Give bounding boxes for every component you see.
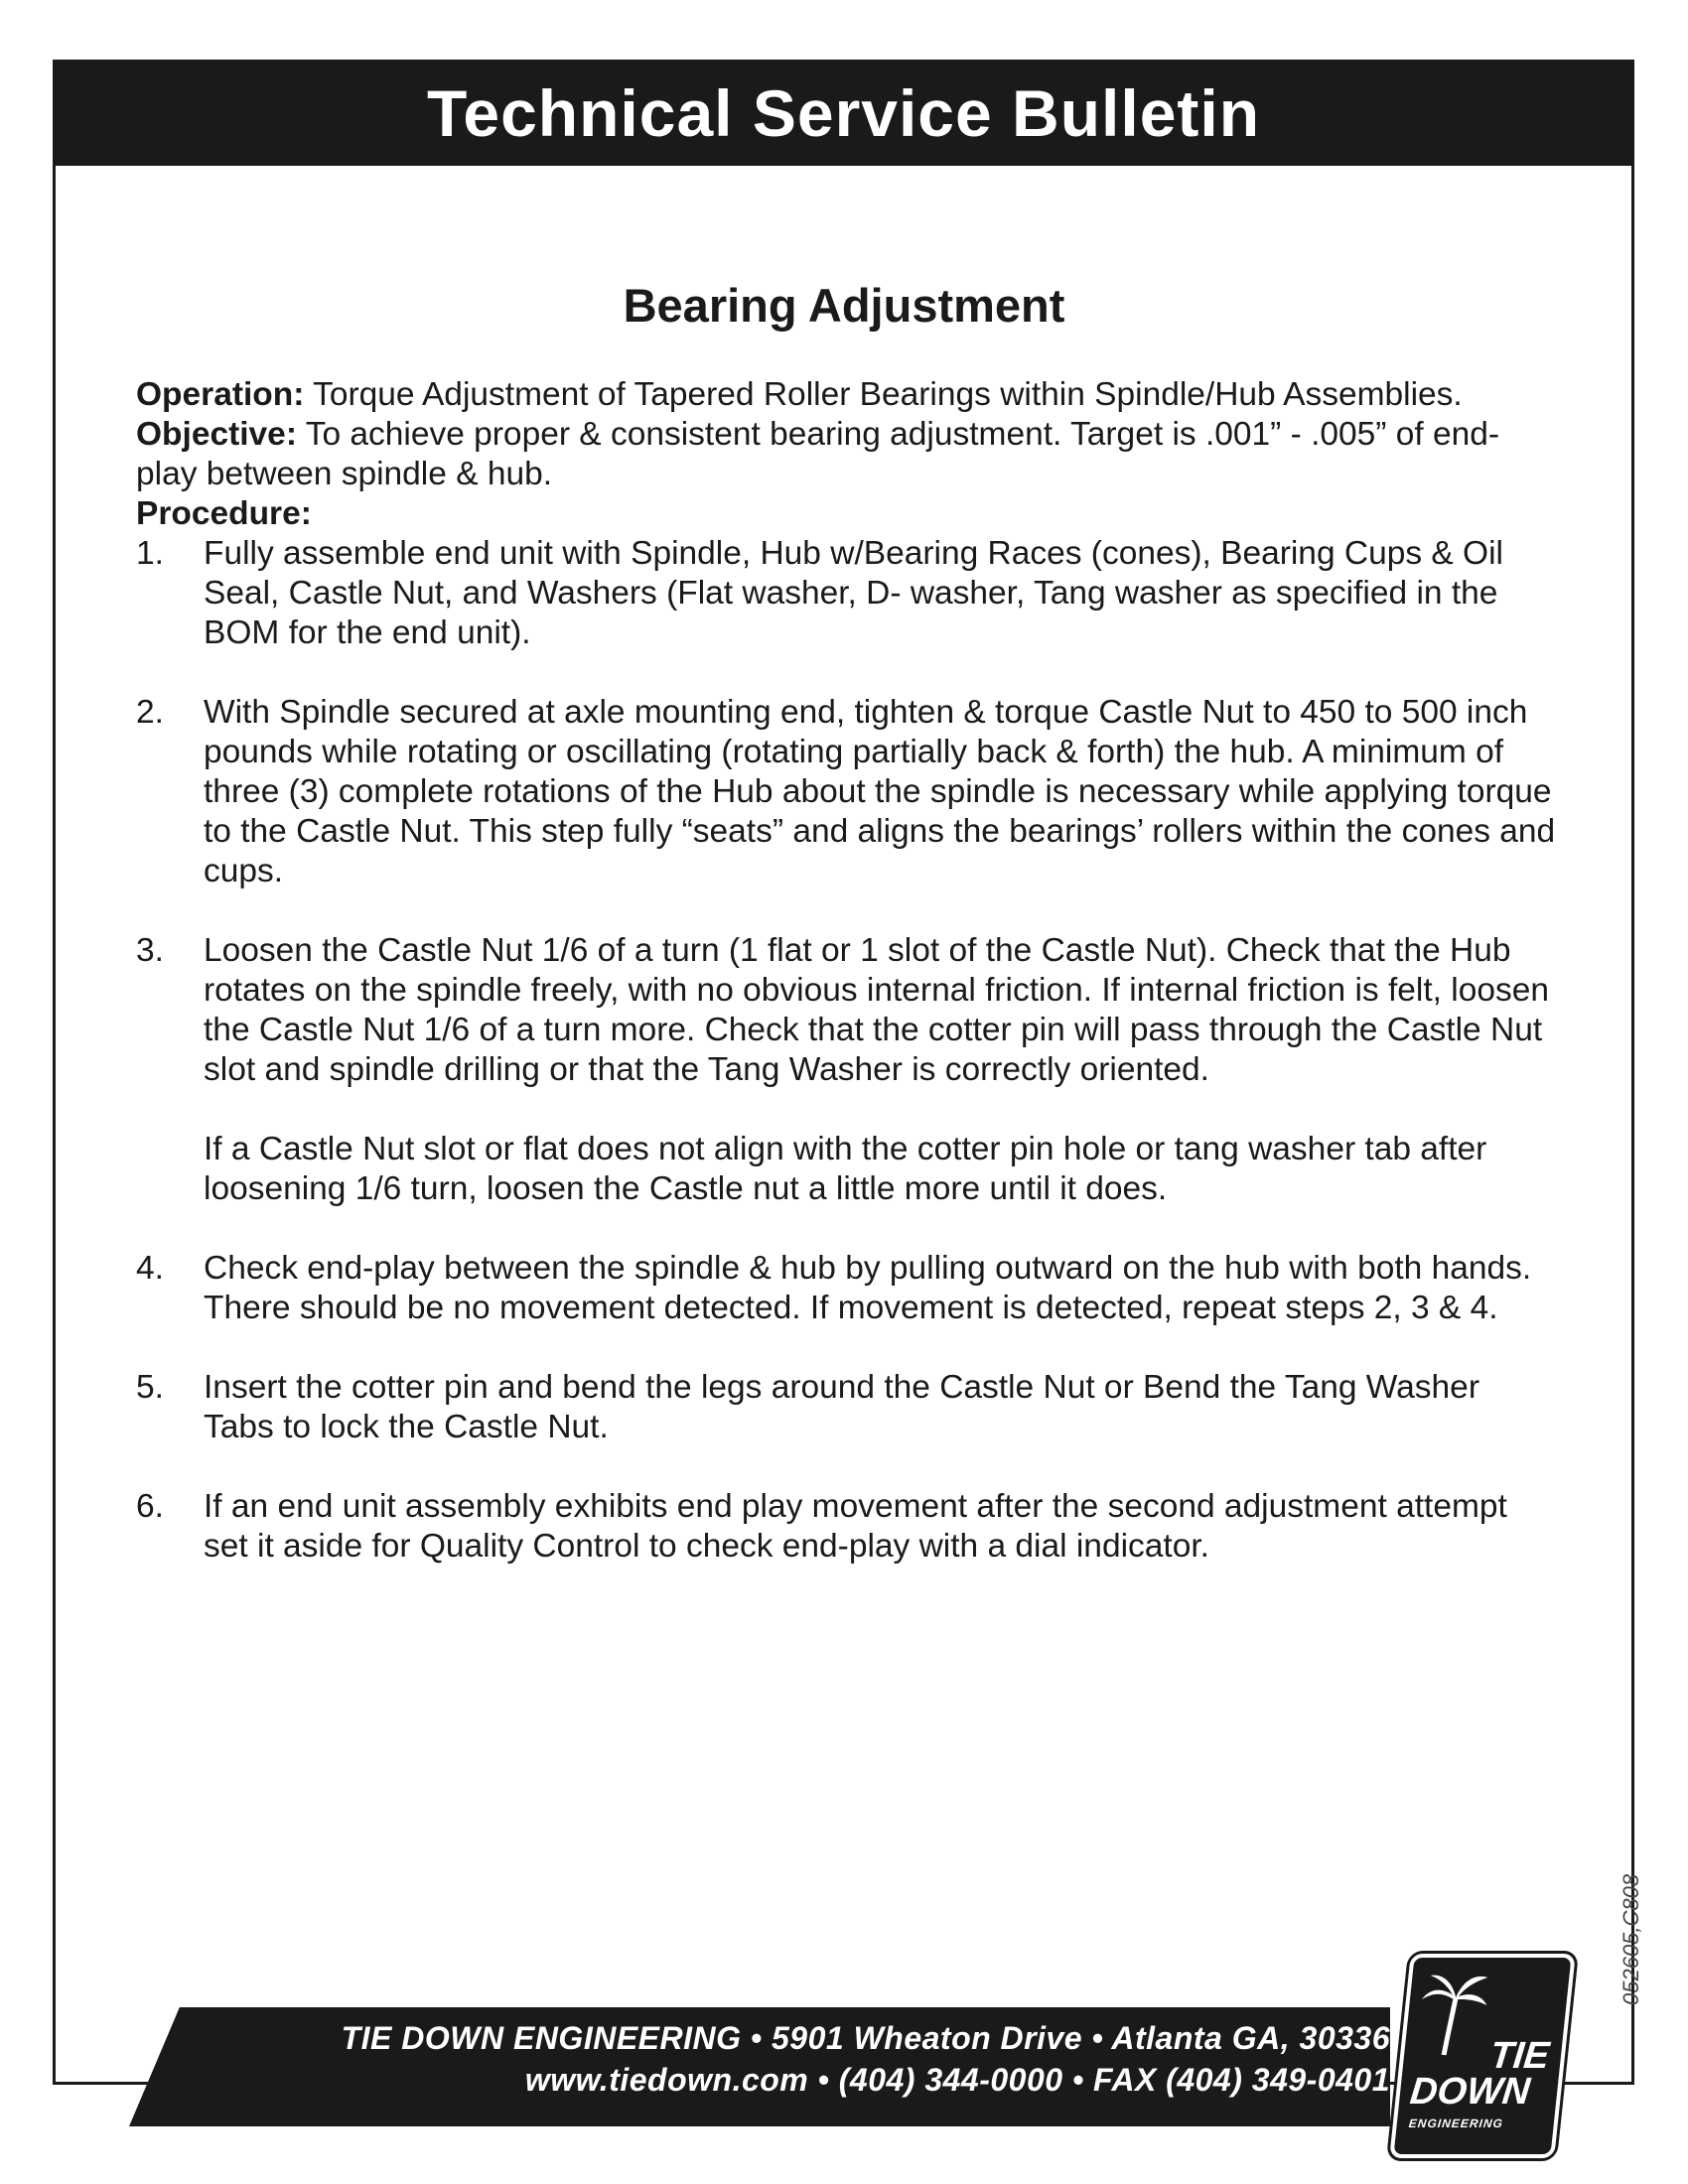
document-title: Bearing Adjustment xyxy=(623,279,1065,332)
procedure-step xyxy=(136,693,1556,891)
operation-text: Torque Adjustment of Tapered Roller Bearings within Spindle/Hub Assemblies. xyxy=(313,376,1463,413)
operation-label: Operation: xyxy=(136,376,305,413)
bulletin-title: Technical Service Bulletin xyxy=(426,75,1261,150)
procedure-step xyxy=(136,534,1556,653)
step-text: If an end unit assembly exhibits end play movement after the second adjustment attempt set it aside for Quality Control to check end-play with a dial indicator. xyxy=(204,1488,1507,1565)
procedure-heading: Procedure: xyxy=(136,495,312,532)
step-text: Check end-play between the spindle & hub by pulling outward on the hub with both hands. There should be no movement detected. If movement is detected, repeat steps 2, 3 & 4. xyxy=(204,1250,1532,1326)
palm-tree-icon xyxy=(1414,1968,1492,2057)
bulletin-body xyxy=(136,375,1556,1606)
step-text: Loosen the Castle Nut 1/6 of a turn (1 flat or 1 slot of the Castle Nut). Check that the Hub rotates on the spindle freely, with no obvious internal friction. If internal friction is felt, loosen the Castle Nut 1/6 of a turn more. Check that the cotter pin will pass through the Castle Nut slot and spindle drilling or that the Tang Washer is correctly oriented. xyxy=(204,932,1549,1088)
step-number: 3. xyxy=(136,932,164,969)
logo-word-engineering: ENGINEERING xyxy=(1408,2116,1504,2130)
procedure-step xyxy=(136,1487,1556,1567)
step-text: Fully assemble end unit with Spindle, Hub w/Bearing Races (cones), Bearing Cups & Oil Seal, Castle Nut, and Washers (Flat washer, D- washer, Tang washer as specified in the BOM for the end unit). xyxy=(204,535,1503,651)
objective-label: Objective: xyxy=(136,416,297,453)
document-number: 052605,C808 xyxy=(1618,1873,1643,2005)
procedure-step xyxy=(136,1368,1556,1447)
step-number: 2. xyxy=(136,694,164,731)
procedure-steps xyxy=(136,534,1556,1567)
objective-paragraph xyxy=(136,415,1556,494)
step-number: 5. xyxy=(136,1369,164,1406)
step-number: 4. xyxy=(136,1250,164,1287)
company-logo xyxy=(1389,1954,1576,2158)
step-note: If a Castle Nut slot or flat does not align with the cotter pin hole or tang washer tab after loosening 1/6 turn, loosen the Castle nut a little more until it does. xyxy=(204,1131,1487,1207)
procedure-step xyxy=(136,1249,1556,1328)
logo-word-down: DOWN xyxy=(1408,2071,1532,2113)
step-number: 1. xyxy=(136,535,164,572)
step-text: With Spindle secured at axle mounting end, tighten & torque Castle Nut to 450 to 500 inch pounds while rotating or oscillating (rotating partially back & forth) the hub. A minimum of three (3) complete rotations of the Hub about the spindle is necessary while applying torque to the Castle Nut. This step fully “seats” and aligns the bearings’ rollers within the cones and cups. xyxy=(204,694,1556,889)
footer-contact: www.tiedown.com • (404) 344-0000 • FAX (404) 349-0401 xyxy=(524,2062,1390,2098)
step-number: 6. xyxy=(136,1488,164,1525)
footer-address: TIE DOWN ENGINEERING • 5901 Wheaton Drive • Atlanta GA, 30336 xyxy=(341,2020,1390,2056)
objective-text: To achieve proper & consistent bearing adjustment. Target is .001” - .005” of end-play between spindle & hub. xyxy=(136,416,1500,492)
step-text: Insert the cotter pin and bend the legs around the Castle Nut or Bend the Tang Washer Tabs to lock the Castle Nut. xyxy=(204,1369,1479,1445)
procedure-step xyxy=(136,931,1556,1209)
header-bar xyxy=(53,60,1634,166)
operation-paragraph xyxy=(136,375,1556,415)
logo-word-tie: TIE xyxy=(1487,2035,1552,2077)
